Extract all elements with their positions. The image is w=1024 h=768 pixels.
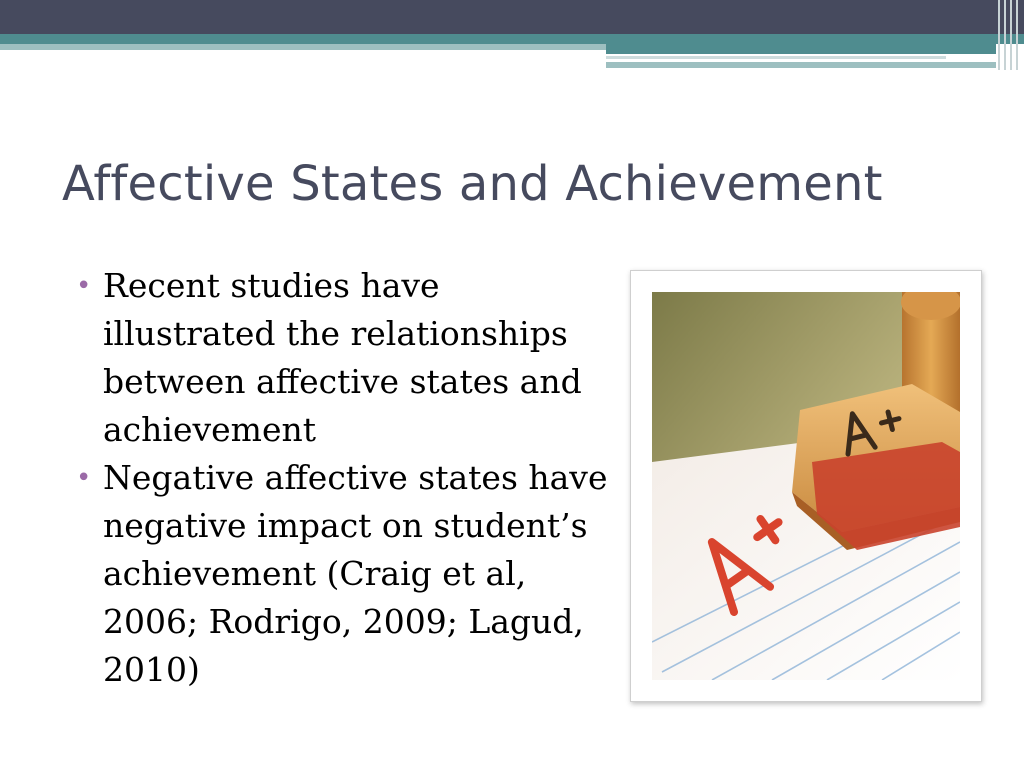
bullet-list <box>70 262 610 694</box>
bullet-item <box>70 262 610 454</box>
header-accent-bar-3 <box>606 62 996 68</box>
bullet-text: Negative affective states have negative impact on student’s achievement (Craig et al, 2006; Rodrigo, 2009; Lagud, 2010) <box>103 458 608 689</box>
header-edge-lines <box>996 0 1024 70</box>
bullet-icon: • <box>76 463 92 493</box>
slide-title: Affective States and Achievement <box>62 156 883 212</box>
bullet-item <box>70 454 610 694</box>
header-bar-teal <box>0 34 1024 44</box>
a-plus-stamp-photo <box>652 292 960 680</box>
header-bar-dark <box>0 0 1024 34</box>
photo-frame <box>630 270 982 702</box>
header-accent-bar-2 <box>606 56 946 59</box>
header-accent-bar-1 <box>606 44 996 54</box>
bullet-icon: • <box>76 271 92 301</box>
bullet-text: Recent studies have illustrated the relationships between affective states and achievement <box>103 266 582 449</box>
header-bar-teal-light <box>0 44 606 50</box>
